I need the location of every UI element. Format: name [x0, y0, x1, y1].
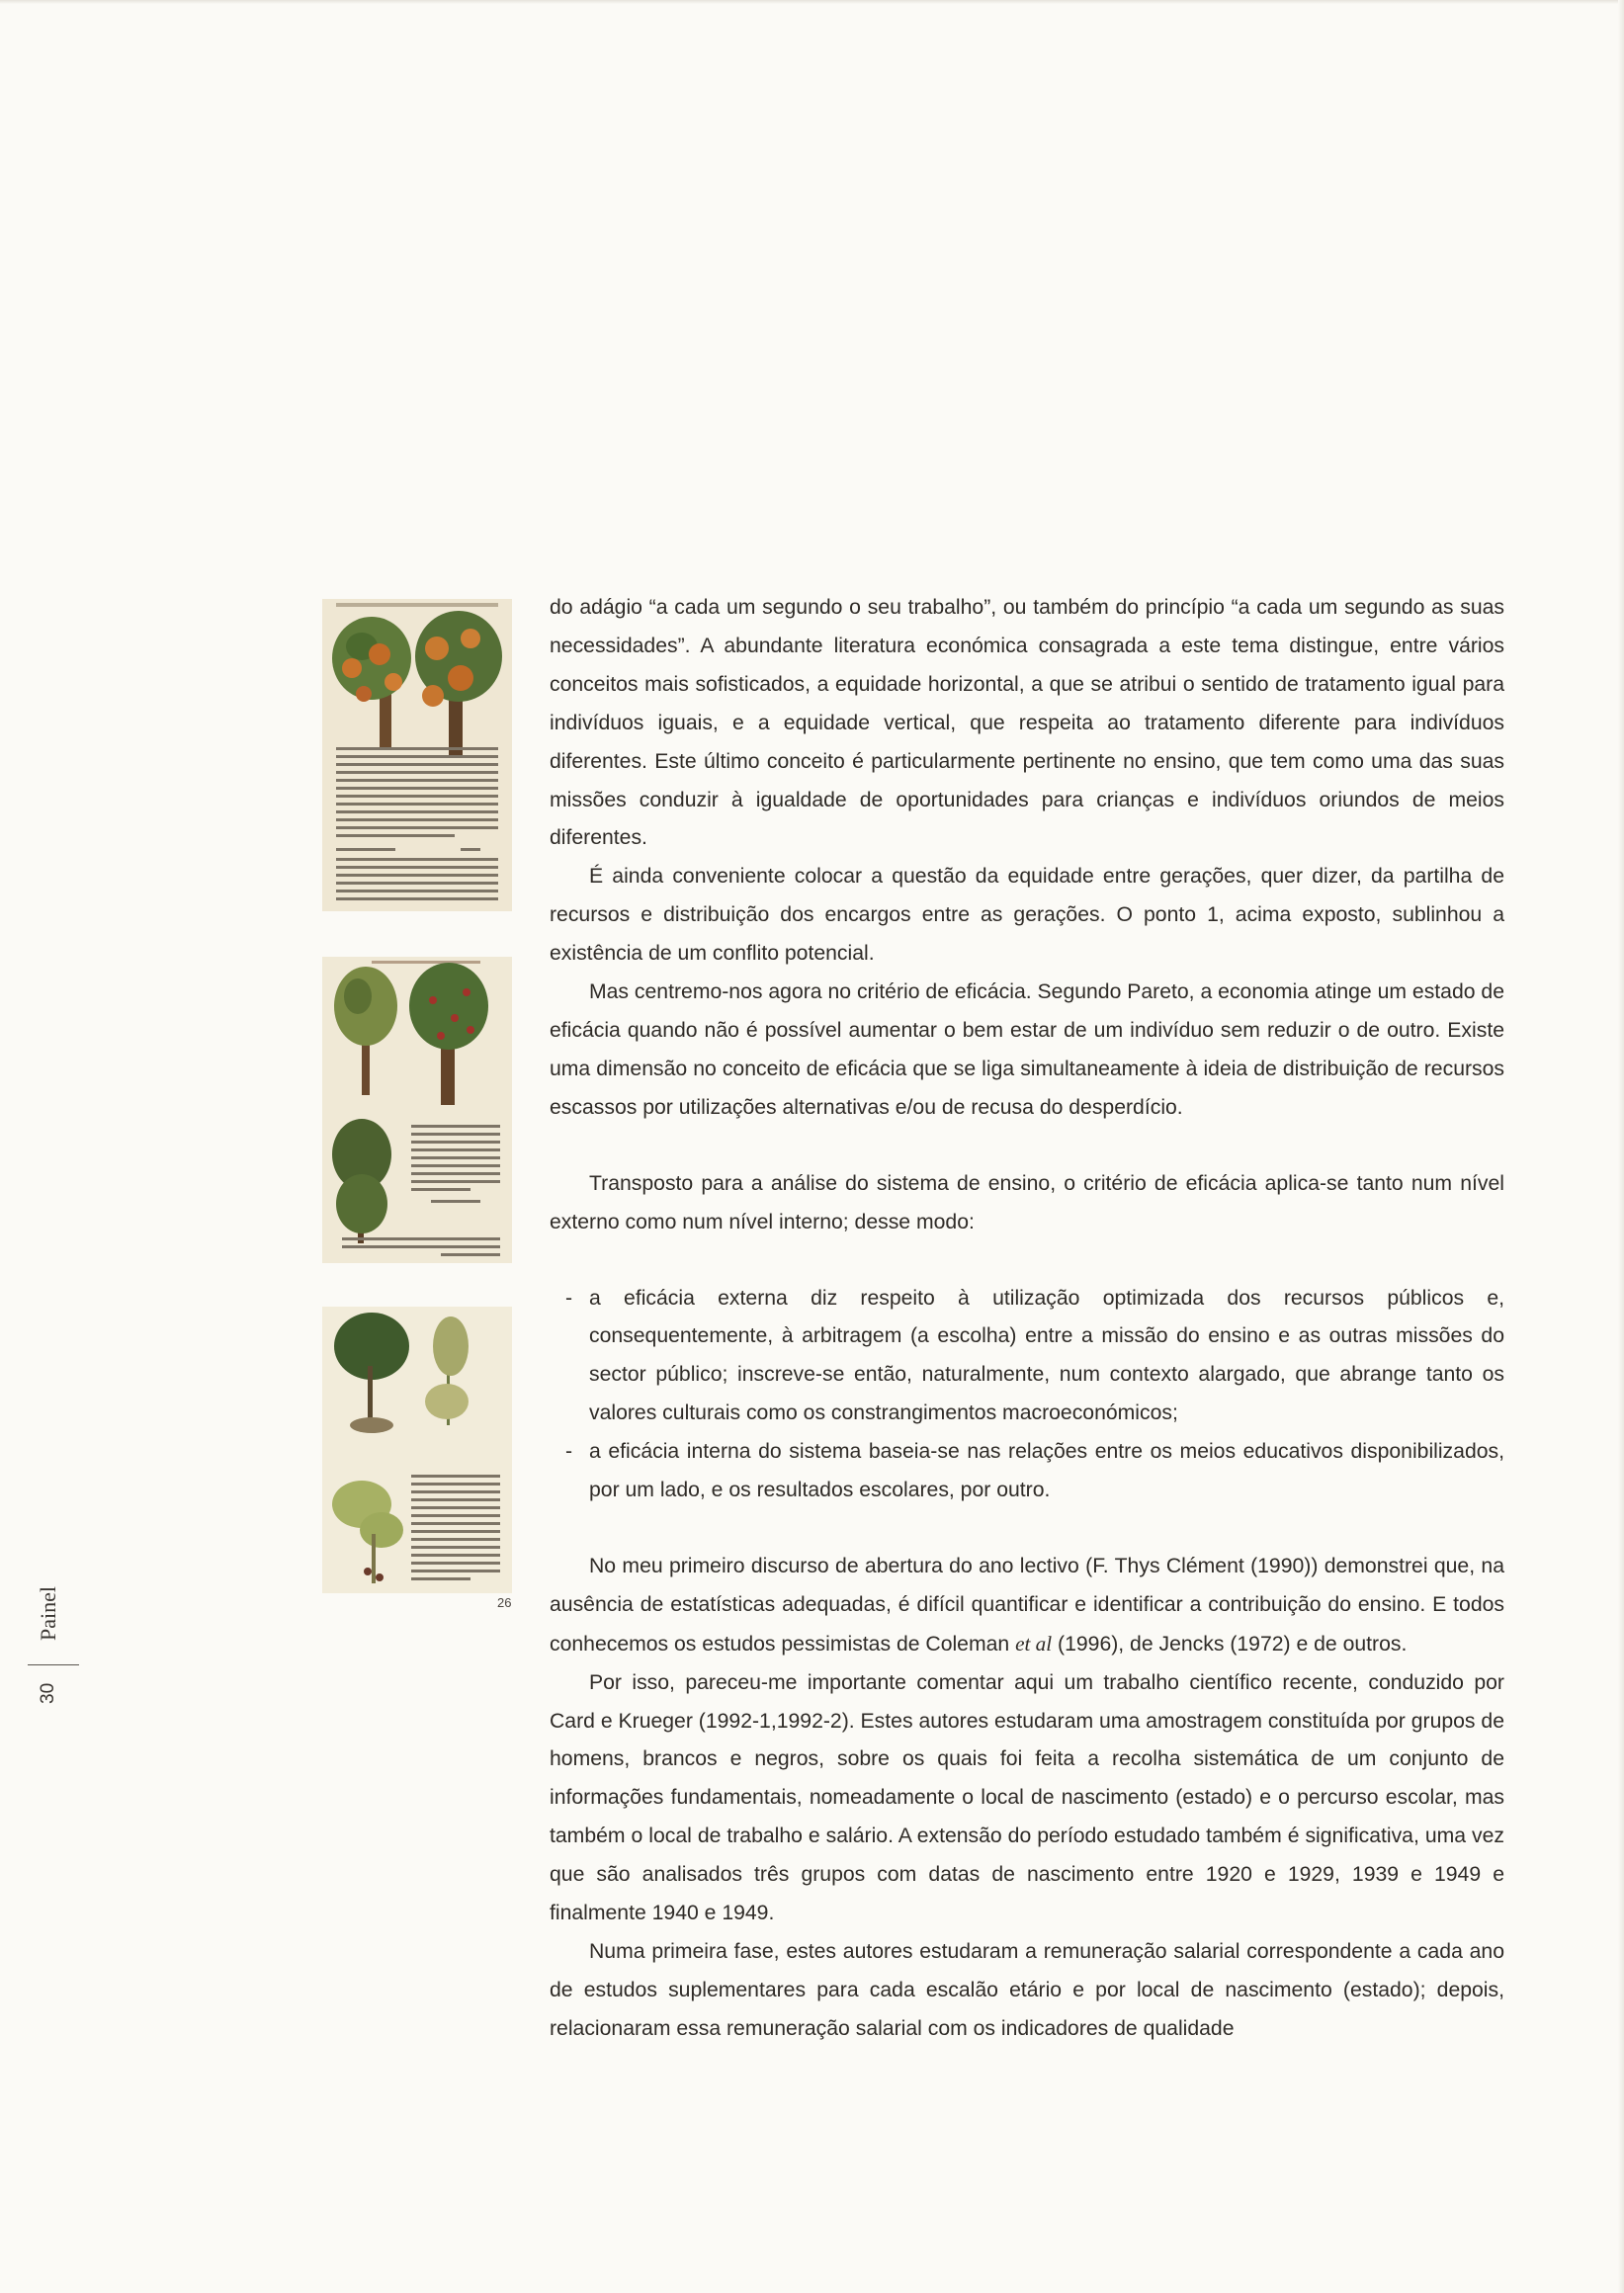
- paragraph-text: No meu primeiro discurso de abertura do ano lectivo (F. Thys Clément (1990)) demonstrei que, na ausência de estatísticas adequadas, é difícil quantificar e identificar a contribuição do ensino. E todos conhecemos os estudos pessimistas de Coleman: [550, 1554, 1504, 1656]
- paragraph-text: (1996), de Jencks (1972) e de outros.: [1052, 1632, 1408, 1656]
- paragraph: Numa primeira fase, estes autores estudaram a remuneração salarial correspondente a cada ano de estudos suplementares para cada escalão etário e por local de nascimento (estado); depois, relacionaram essa remuneração salarial com os indicadores de qualidade: [550, 1940, 1504, 2040]
- paragraph: Por isso, pareceu-me importante comentar aqui um trabalho científico recente, conduzido por Card e Krueger (1992-1,1992-2). Estes autores estudaram uma amostragem constituída por grupos de homens, brancos e negros, sobre os quais foi feita a recolha sistemática de um conjunto de informações fundamentais, nomeadamente o local de nascimento (estado) e o percurso escolar, mas também o local de trabalho e salário. A extensão do período estudado também é significativa, uma vez que são analisados três grupos com datas de nascimento entre 1920 e 1929, 1939 e 1949 e finalmente 1940 e 1949.: [550, 1670, 1504, 1925]
- list-item: - a eficácia externa diz respeito à utilização optimizada dos recursos públicos e, consequentemente, à arbitragem (a escolha) entre a missão do ensino e as outras missões do sector público; inscreve-se então, naturalmente, num contexto alargado, que abrange tanto os valores culturais como os constrangimentos macroeconómicos;: [589, 1280, 1504, 1434]
- body-text-column: [550, 589, 1504, 2049]
- paragraph-spacer: [550, 1128, 1504, 1165]
- herbal-plate-herbs: [322, 1307, 512, 1593]
- page-top-shadow: [0, 0, 1624, 4]
- running-head-rule: [28, 1664, 79, 1665]
- page-gutter-shadow: [1618, 0, 1624, 2293]
- paragraph: É ainda conveniente colocar a questão da equidade entre gerações, quer dizer, da partilha de recursos e distribuição dos encargos entre as gerações. O ponto 1, acima exposto, sublinhou a existência de um conflito potencial.: [550, 865, 1504, 966]
- herbal-plate-trees: [322, 957, 512, 1263]
- efficacy-list: [550, 1280, 1504, 1510]
- paragraph: do adágio “a cada um segundo o seu trabalho”, ou também do princípio “a cada um segundo as suas necessidades”. A abundante literatura económica consagrada a este tema distingue, entre vários conceitos mais sofisticados, a equidade horizontal, a que se atribui o sentido de tratamento igual para indivíduos iguais, e a equidade vertical, que respeita ao tratamento diferente para indivíduos diferentes. Este último conceito é particularmente pertinente no ensino, que tem como uma das suas missões conduzir à igualdade de oportunidades para crianças e indivíduos oriundos de meios diferentes.: [550, 596, 1504, 850]
- running-head: [28, 1581, 67, 1720]
- paragraph: Mas centremo-nos agora no critério de eficácia. Segundo Pareto, a economia atinge um estado de eficácia quando não é possível aumentar o bem estar de um indivíduo sem reduzir o de outro. Existe uma dimensão no conceito de eficácia que se liga simultaneamente à ideia de distribuição de recursos escassos por utilizações alternativas e/ou de recusa do desperdício.: [550, 980, 1504, 1119]
- paragraph-spacer: [550, 1242, 1504, 1280]
- section-title: Painel: [36, 1586, 60, 1641]
- paragraph: Transposto para a análise do sistema de ensino, o critério de eficácia aplica-se tanto num nível externo como num nível interno; desse modo:: [550, 1171, 1504, 1233]
- paragraph-spacer: [550, 1510, 1504, 1548]
- herbal-plate-fruit-trees: [322, 599, 512, 911]
- page-number: 30: [38, 1682, 58, 1704]
- italic-et-al: et al: [1015, 1631, 1053, 1656]
- paragraph: [550, 1548, 1504, 1664]
- figure-caption-number: 26: [497, 1595, 512, 1610]
- list-item: - a eficácia interna do sistema baseia-se nas relações entre os meios educativos disponibilizados, por um lado, e os resultados escolares, por outro.: [589, 1433, 1504, 1510]
